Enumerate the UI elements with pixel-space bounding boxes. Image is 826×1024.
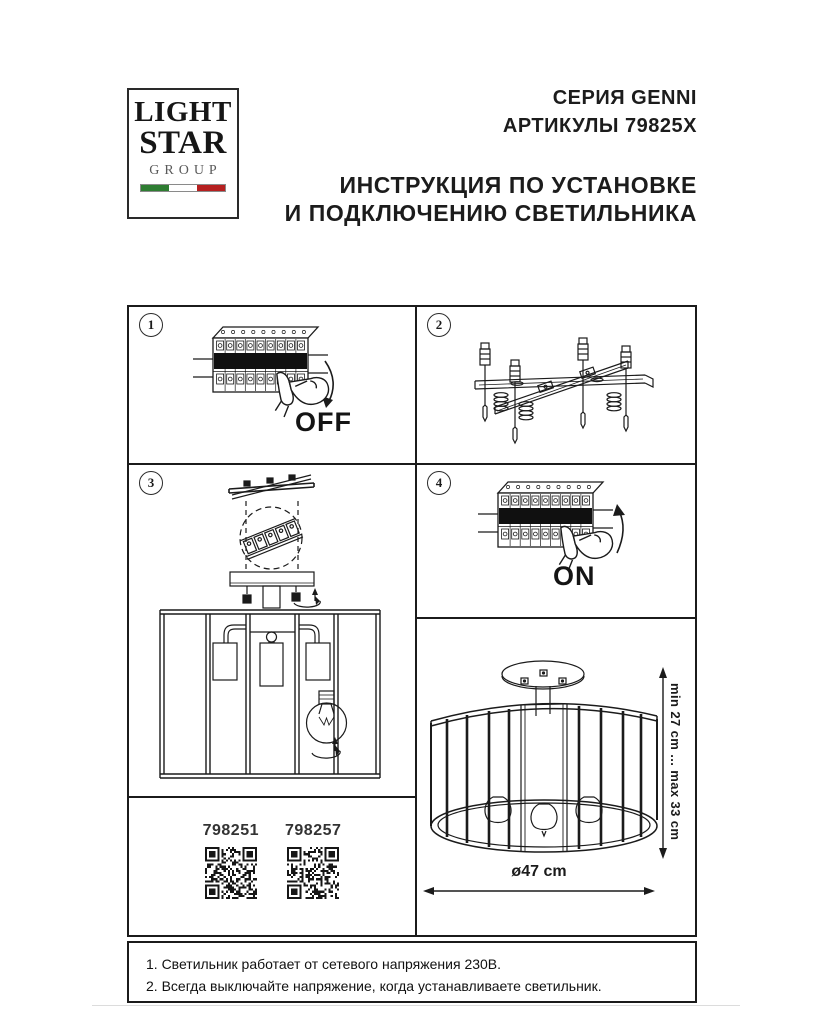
flag-white — [169, 185, 197, 191]
qr-label-left: 798251 — [202, 822, 259, 839]
step-2-panel — [417, 307, 695, 465]
note-line-2: 2. Всегда выключайте напряжение, когда устанавливаете светильник. — [146, 978, 602, 994]
height-range-label: min 27 cm ... max 33 cm — [668, 683, 683, 841]
italian-flag-stripe — [140, 184, 226, 192]
header-titles — [285, 84, 697, 227]
qr-item-798257 — [285, 822, 341, 899]
logo-word-star: STAR — [139, 124, 227, 161]
qr-item-798251 — [203, 822, 259, 899]
qr-label-right: 798257 — [285, 822, 342, 839]
on-label: ON — [553, 561, 596, 591]
series-title: СЕРИЯ GENNI — [552, 87, 697, 109]
page-edge-shadow — [92, 1005, 740, 1006]
flag-green — [141, 185, 169, 191]
flag-red — [197, 185, 225, 191]
lamp-drawing — [417, 619, 695, 935]
logo-word-group: GROUP — [149, 162, 222, 178]
breaker-off-diagram — [129, 307, 415, 463]
articles-title: АРТИКУЛЫ 79825X — [502, 115, 697, 137]
step-4-number: 4 — [427, 471, 451, 495]
qr-code-left — [205, 847, 257, 899]
instruction-title-line1: ИНСТРУКЦИЯ ПО УСТАНОВКЕ — [339, 172, 697, 198]
step-1-number: 1 — [139, 313, 163, 337]
lamp-dimensions-panel — [417, 619, 695, 935]
breaker-on-diagram — [417, 465, 695, 617]
assembly-diagram — [129, 465, 415, 796]
notes-box — [127, 941, 697, 1003]
step-2-number: 2 — [427, 313, 451, 337]
diameter-label: ø47 cm — [511, 863, 567, 880]
mounting-bars-diagram — [417, 307, 695, 463]
step-3-panel — [129, 465, 417, 798]
qr-code-right — [287, 847, 339, 899]
logo-word-light: LIGHT — [134, 96, 232, 128]
step-3-number: 3 — [139, 471, 163, 495]
step-1-panel — [129, 307, 417, 465]
lightstar-logo — [127, 88, 239, 219]
step-4-panel — [417, 465, 695, 619]
instruction-title-line2: И ПОДКЛЮЧЕНИЮ СВЕТИЛЬНИКА — [284, 200, 697, 226]
steps-grid — [127, 305, 697, 937]
note-line-1: 1. Светильник работает от сетевого напряжения 230В. — [146, 956, 502, 972]
off-label: OFF — [295, 407, 352, 437]
qr-panel — [129, 798, 417, 935]
